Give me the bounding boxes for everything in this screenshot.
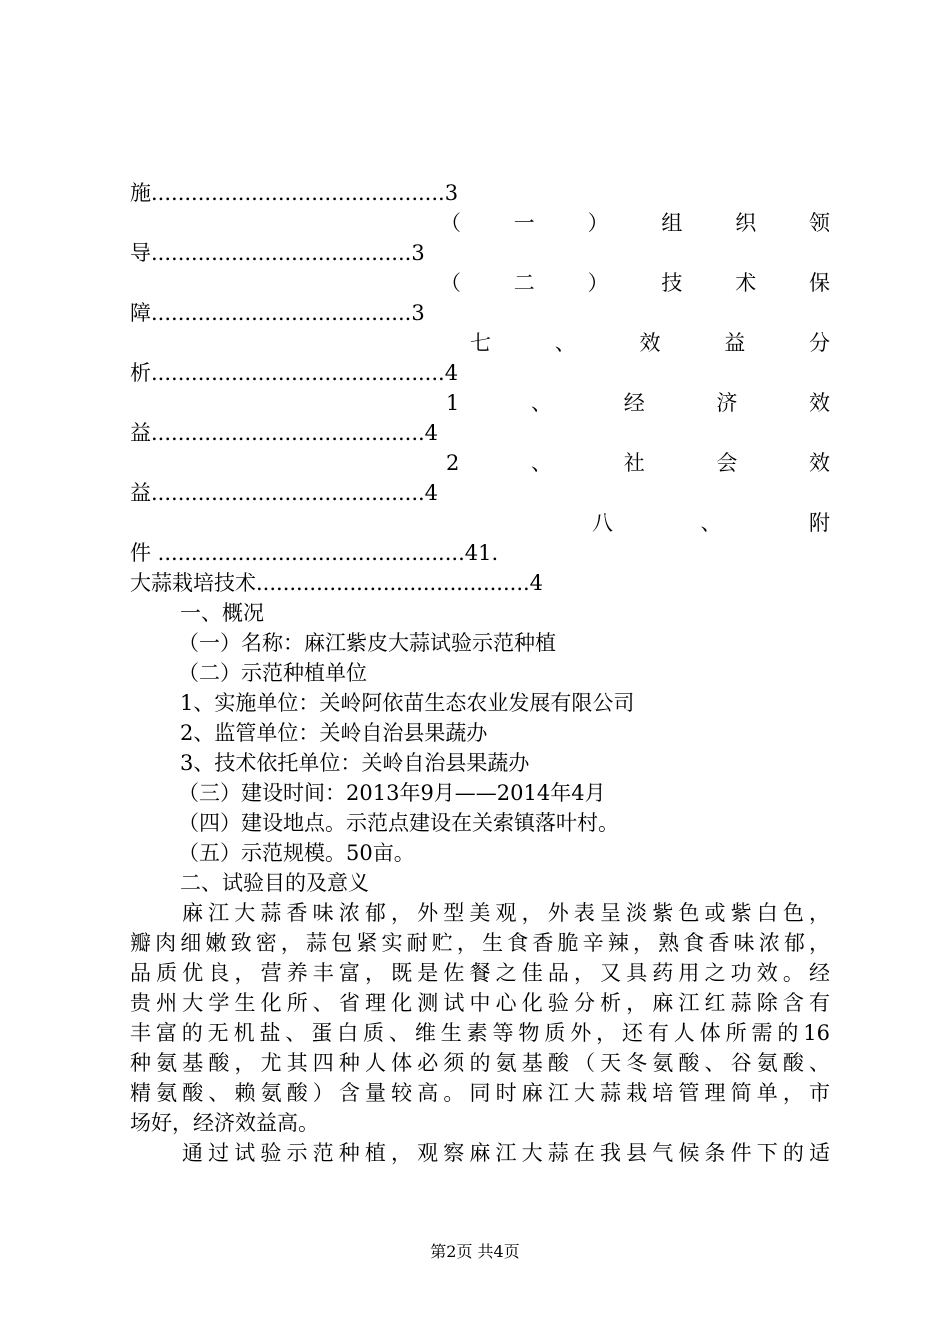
toc-heading-char: （ bbox=[440, 271, 461, 295]
toc-heading-char: ） bbox=[587, 211, 609, 235]
paragraph-line: 通过试验示范种植，观察麻江大蒜在我县气候条件下的适 bbox=[182, 1141, 830, 1165]
toc-line: 障.......................................3 bbox=[130, 301, 425, 325]
toc-heading-char: 济 bbox=[716, 391, 738, 415]
toc-heading-char: 领 bbox=[808, 211, 830, 235]
item-line: 3、技术依托单位：关岭自治县果蔬办 bbox=[180, 751, 530, 775]
toc-heading bbox=[440, 268, 830, 298]
toc-heading-char: 、 bbox=[554, 331, 576, 355]
toc-heading-char: 保 bbox=[808, 271, 830, 295]
subsection-line: （四）建设地点。示范点建设在关索镇落叶村。 bbox=[178, 811, 619, 835]
toc-heading bbox=[592, 508, 830, 538]
toc-heading-char: 会 bbox=[716, 451, 738, 475]
toc-heading bbox=[446, 388, 830, 418]
item-line: 2、监管单位：关岭自治县果蔬办 bbox=[180, 721, 488, 745]
paragraph-line: 精氨酸、赖氨酸）含量较高。同时麻江大蒜栽培管理简单，市 bbox=[130, 1081, 830, 1105]
toc-heading bbox=[470, 328, 830, 358]
toc-heading-char: 1 bbox=[446, 391, 460, 415]
subsection-line: （五）示范规模。50亩。 bbox=[178, 841, 415, 865]
toc-heading-char: 织 bbox=[735, 211, 757, 235]
toc-heading-char: 一 bbox=[513, 211, 535, 235]
toc-heading-char: 效 bbox=[809, 451, 830, 475]
toc-line: 导.......................................3 bbox=[130, 241, 425, 265]
section-heading: 一、概况 bbox=[180, 601, 264, 625]
subsection-line: （一）名称：麻江紫皮大蒜试验示范种植 bbox=[178, 631, 556, 655]
paragraph-line: 麻江大蒜香味浓郁，外型美观，外表呈淡紫色或紫白色， bbox=[182, 901, 830, 925]
toc-heading-char: 效 bbox=[639, 331, 661, 355]
section-heading: 二、试验目的及意义 bbox=[180, 871, 369, 895]
toc-heading-char: 2 bbox=[446, 451, 460, 475]
toc-heading-char: 益 bbox=[724, 331, 746, 355]
toc-heading-char: 附 bbox=[809, 511, 830, 535]
paragraph-line: 丰富的无机盐、蛋白质、维生素等物质外，还有人体所需的16 bbox=[130, 1021, 830, 1045]
toc-heading-char: （ bbox=[440, 211, 461, 235]
toc-heading bbox=[440, 208, 830, 238]
paragraph-line: 场好，经济效益高。 bbox=[130, 1111, 319, 1135]
toc-heading-char: 术 bbox=[735, 271, 757, 295]
item-line: 1、实施单位：关岭阿依苗生态农业发展有限公司 bbox=[180, 691, 635, 715]
toc-heading-char: 七 bbox=[470, 331, 491, 355]
toc-heading-char: 效 bbox=[809, 391, 830, 415]
paragraph-line: 瓣肉细嫩致密，蒜包紧实耐贮，生食香脆辛辣，熟食香味浓郁， bbox=[130, 931, 830, 955]
toc-heading-char: 、 bbox=[531, 391, 553, 415]
toc-line: 析............................................4 bbox=[130, 361, 459, 385]
toc-heading-char: 技 bbox=[661, 271, 683, 295]
toc-heading-char: ） bbox=[587, 271, 609, 295]
toc-heading-char: 经 bbox=[623, 391, 645, 415]
subsection-line: （二）示范种植单位 bbox=[178, 661, 367, 685]
toc-line: 益.........................................4 bbox=[130, 481, 439, 505]
toc-heading bbox=[446, 448, 830, 478]
toc-heading-char: 八 bbox=[592, 511, 613, 535]
paragraph-line: 品质优良，营养丰富，既是佐餐之佳品，又具药用之功效。经 bbox=[130, 961, 830, 985]
toc-heading-char: 社 bbox=[623, 451, 645, 475]
toc-heading-char: 、 bbox=[700, 511, 722, 535]
subsection-line: （三）建设时间：2013年9月——2014年4月 bbox=[178, 781, 606, 805]
toc-heading-char: 组 bbox=[661, 211, 683, 235]
paragraph-line: 贵州大学生化所、省理化测试中心化验分析，麻江红蒜除含有 bbox=[130, 991, 830, 1015]
toc-line: 施............................................3 bbox=[130, 181, 459, 205]
paragraph-line: 种氨基酸，尤其四种人体必须的氨基酸（天冬氨酸、谷氨酸、 bbox=[130, 1051, 830, 1075]
toc-heading-char: 分 bbox=[809, 331, 830, 355]
toc-heading-char: 二 bbox=[513, 271, 535, 295]
toc-line: 大蒜栽培技术.........................................4 bbox=[130, 571, 544, 595]
page-footer: 第2页 共4页 bbox=[430, 1242, 520, 1261]
toc-line: 益.........................................4 bbox=[130, 421, 439, 445]
toc-heading-char: 、 bbox=[531, 451, 553, 475]
toc-line: 件 ..............................................41. bbox=[130, 541, 499, 565]
